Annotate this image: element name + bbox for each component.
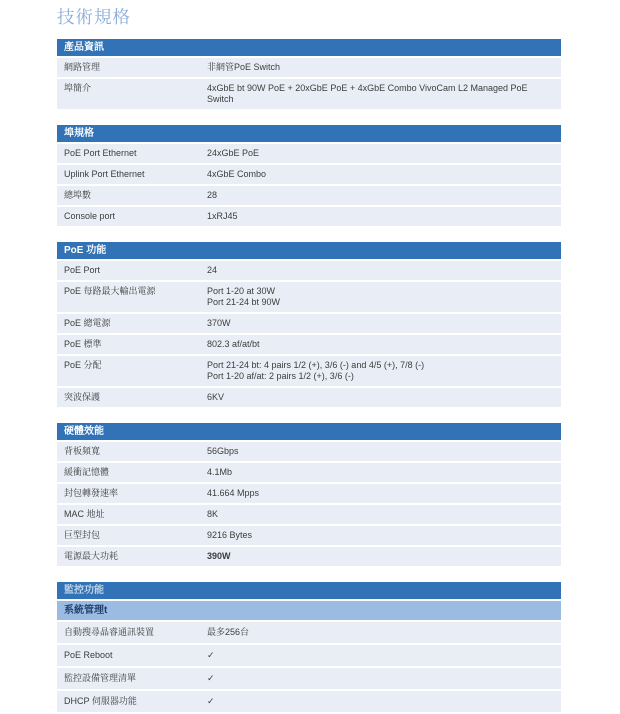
spec-value: 41.664 Mpps (207, 488, 260, 498)
section-port-spec (57, 125, 561, 228)
spec-value-line: Port 1-20 af/at: 2 pairs 1/2 (+), 3/6 (-) (207, 371, 354, 381)
spec-label: PoE 總電源 (64, 318, 111, 328)
table-row (57, 484, 561, 505)
spec-value: 24xGbE PoE (207, 148, 260, 158)
table-row (57, 144, 561, 165)
spec-label: 總埠數 (64, 190, 92, 200)
spec-label: PoE 分配 (64, 360, 102, 370)
spec-value: 非網管PoE Switch (207, 62, 281, 72)
table-row (57, 207, 561, 228)
section-monitoring-features (57, 582, 561, 714)
spec-label: PoE 標準 (64, 339, 102, 349)
table-row (57, 261, 561, 282)
table-row (57, 314, 561, 335)
spec-value: 最多256台 (207, 627, 250, 637)
spec-label: MAC 地址 (64, 509, 105, 519)
spec-value: 28 (207, 190, 218, 200)
spec-value: 8K (207, 509, 219, 519)
section-header-hardware-performance: 硬體效能 (57, 423, 561, 442)
spec-label: 巨型封包 (64, 530, 101, 540)
spec-value: 390W (207, 551, 231, 561)
table-row (57, 282, 561, 314)
section-header-poe-features: PoE 功能 (57, 242, 561, 261)
table-row (57, 388, 561, 409)
section-hardware-performance (57, 423, 561, 568)
table-row (57, 526, 561, 547)
spec-label: 背板頻寬 (64, 446, 101, 456)
spec-value-line: Port 21-24 bt 90W (207, 297, 281, 307)
table-row (57, 356, 561, 388)
spec-value: 802.3 af/at/bt (207, 339, 260, 349)
spec-label: 電源最大功耗 (64, 551, 119, 561)
page-title: 技術規格 (57, 7, 131, 27)
spec-value: 4.1Mb (207, 467, 233, 477)
spec-label: PoE Reboot (64, 650, 113, 660)
table-row (57, 186, 561, 207)
spec-label: DHCP 伺服器功能 (64, 696, 137, 706)
check-icon: ✓ (207, 673, 215, 683)
spec-label: PoE Port (64, 265, 101, 275)
table-row (57, 691, 561, 714)
spec-value: 24 (207, 265, 218, 275)
spec-label: 突波保護 (64, 392, 101, 402)
spec-label: 網路管理 (64, 62, 101, 72)
table-row (57, 645, 561, 668)
section-product-info (57, 39, 561, 111)
spec-label: 埠簡介 (64, 83, 92, 93)
spec-label: 封包轉發速率 (64, 488, 119, 498)
spec-value: 6KV (207, 392, 225, 402)
table-row (57, 58, 561, 79)
table-row (57, 622, 561, 645)
spec-value: 370W (207, 318, 231, 328)
spec-label: Uplink Port Ethernet (64, 169, 145, 179)
spec-value: 9216 Bytes (207, 530, 253, 540)
check-icon: ✓ (207, 650, 215, 660)
spec-label: PoE 每路最大輸出電源 (64, 286, 156, 296)
spec-value (207, 286, 561, 308)
spec-value-line: Port 1-20 at 30W (207, 286, 276, 296)
section-header-port-spec: 埠規格 (57, 125, 561, 144)
spec-label: Console port (64, 211, 116, 221)
section-header-monitoring-features: 監控功能 (57, 582, 561, 601)
table-row (57, 547, 561, 568)
spec-value: 1xRJ45 (207, 211, 238, 221)
table-row (57, 463, 561, 484)
spec-value: 4xGbE bt 90W PoE + 20xGbE PoE + 4xGbE Combo VivoCam L2 Managed PoE Switch (207, 83, 528, 104)
spec-label: 自動搜尋晶睿通訊裝置 (64, 627, 155, 637)
spec-value (207, 360, 561, 382)
check-icon: ✓ (207, 696, 215, 706)
table-row (57, 335, 561, 356)
table-row (57, 505, 561, 526)
table-row (57, 442, 561, 463)
subheader-system-management: 系統管理t (57, 601, 561, 622)
spec-value: 4xGbE Combo (207, 169, 267, 179)
table-row (57, 79, 561, 111)
section-poe-features (57, 242, 561, 409)
spec-page (57, 4, 561, 714)
table-row (57, 165, 561, 186)
spec-value-line: Port 21-24 bt: 4 pairs 1/2 (+), 3/6 (-) and 4/5 (+), 7/8 (-) (207, 360, 425, 370)
spec-label: PoE Port Ethernet (64, 148, 137, 158)
spec-label: 監控設備管理清單 (64, 673, 137, 683)
table-row (57, 668, 561, 691)
spec-value: 56Gbps (207, 446, 239, 456)
section-header-product-info: 產品資訊 (57, 39, 561, 58)
spec-label: 緩衝記憶體 (64, 467, 110, 477)
